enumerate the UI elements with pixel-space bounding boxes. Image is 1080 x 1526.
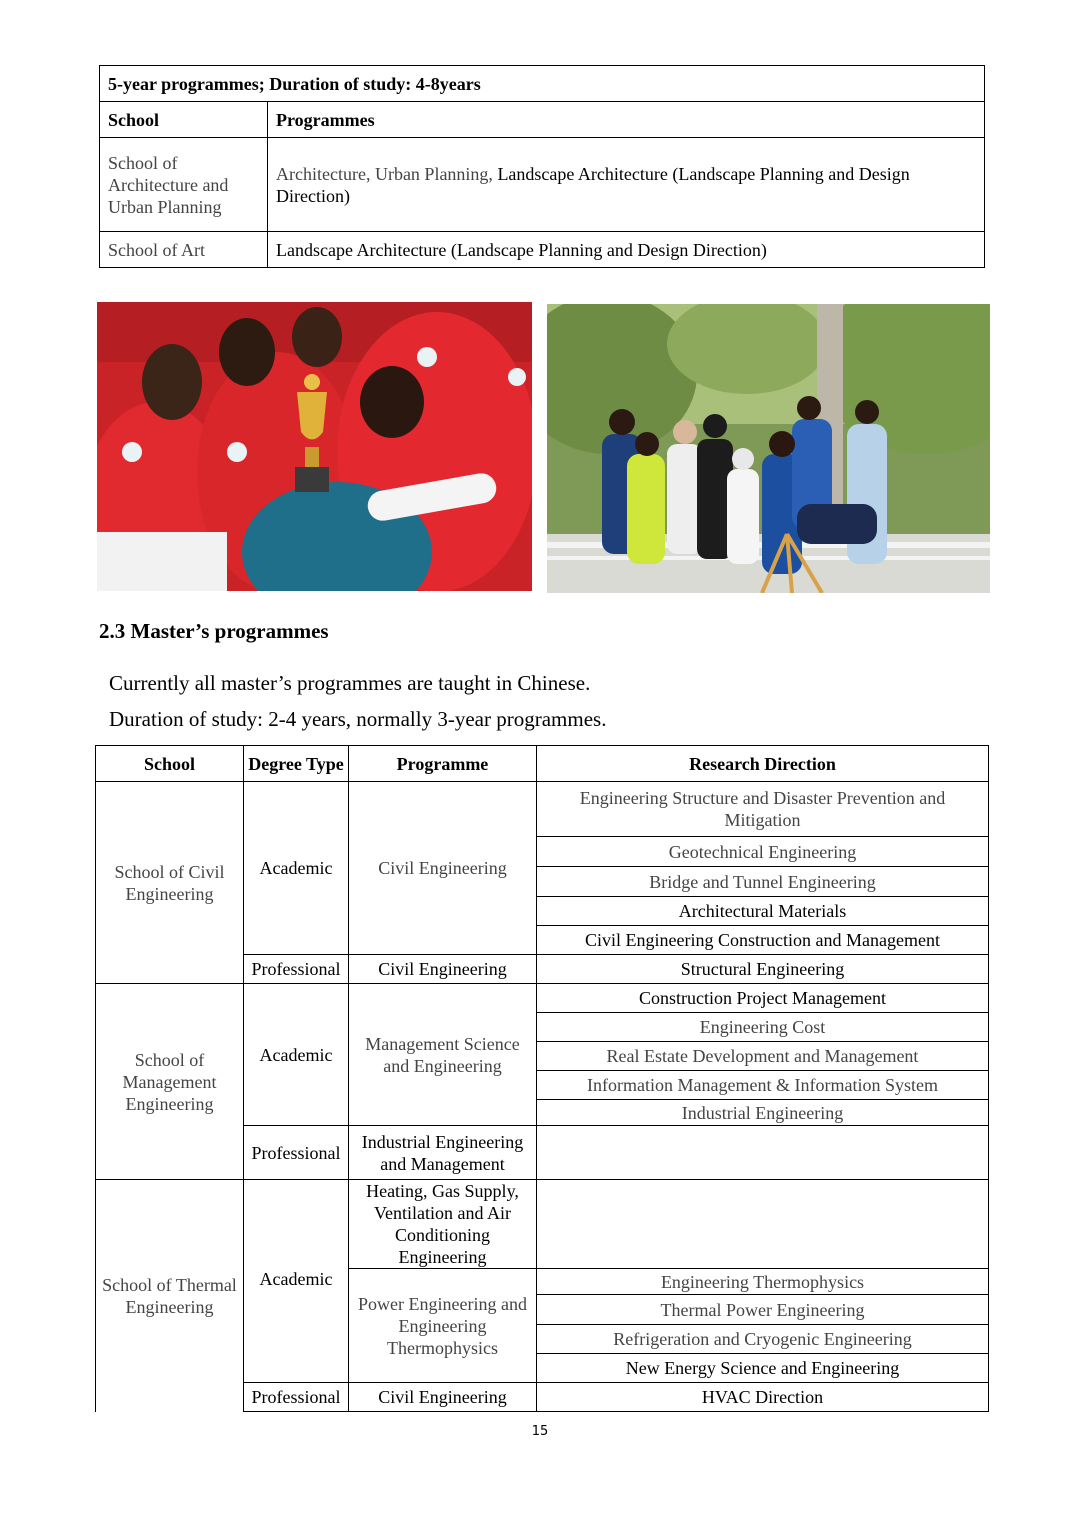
- research-direction-cell: Real Estate Development and Management: [537, 1042, 989, 1071]
- football-trophy-photo: [97, 302, 532, 591]
- column-header-programmes: Programmes: [268, 102, 985, 138]
- programmes-text-gray: Architecture, Urban Planning,: [276, 163, 493, 184]
- column-header-degree-type: Degree Type: [244, 746, 349, 782]
- degree-type-cell: Academic: [244, 984, 349, 1126]
- research-direction-cell: Engineering Structure and Disaster Prevention and Mitigation: [537, 782, 989, 837]
- column-header-school: School: [96, 746, 244, 782]
- school-cell: School of Architecture and Urban Planning: [100, 138, 268, 232]
- research-direction-cell: Refrigeration and Cryogenic Engineering: [537, 1325, 989, 1354]
- programmes-cell: [268, 138, 985, 232]
- table-title: 5-year programmes; Duration of study: 4-8years: [100, 66, 985, 102]
- research-direction-cell: Construction Project Management: [537, 984, 989, 1013]
- research-direction-cell: Information Management & Information System: [537, 1071, 989, 1100]
- school-cell-civil: School of Civil Engineering: [96, 782, 244, 984]
- column-header-programme: Programme: [349, 746, 537, 782]
- research-direction-cell: HVAC Direction: [537, 1383, 989, 1412]
- duration-note: Duration of study: 2-4 years, normally 3-year programmes.: [109, 707, 607, 731]
- school-cell-management: School of Management Engineering: [96, 984, 244, 1180]
- programme-cell: Heating, Gas Supply, Ventilation and Air Conditioning Engineering: [349, 1180, 537, 1269]
- research-direction-cell: Architectural Materials: [537, 897, 989, 926]
- section-heading: 2.3 Master’s programmes: [99, 619, 329, 643]
- degree-type-cell: Professional: [244, 955, 349, 984]
- programme-cell: Civil Engineering: [349, 782, 537, 955]
- degree-type-cell: Academic: [244, 782, 349, 955]
- programmes-text: Landscape Architecture (Landscape Planning and Design Direction): [276, 163, 910, 206]
- school-cell-thermal: School of Thermal Engineering: [96, 1180, 244, 1412]
- research-direction-cell: Engineering Thermophysics: [537, 1269, 989, 1295]
- research-direction-cell: Geotechnical Engineering: [537, 837, 989, 867]
- research-direction-cell: New Energy Science and Engineering: [537, 1354, 989, 1383]
- masters-programmes-table: [95, 745, 989, 1412]
- column-header-school: School: [100, 102, 268, 138]
- research-direction-cell: Industrial Engineering: [537, 1100, 989, 1126]
- research-direction-cell-empty: [537, 1180, 989, 1269]
- five-year-programmes-table: [99, 65, 985, 268]
- surveying-students-photo: [547, 304, 990, 593]
- degree-type-cell: Academic: [244, 1180, 349, 1383]
- programme-cell: Civil Engineering: [349, 1383, 537, 1412]
- research-direction-cell: Structural Engineering: [537, 955, 989, 984]
- programme-cell: Management Science and Engineering: [349, 984, 537, 1126]
- degree-type-cell: Professional: [244, 1383, 349, 1412]
- school-cell: School of Art: [100, 232, 268, 268]
- page-number: 15: [531, 1424, 549, 1439]
- research-direction-cell: Civil Engineering Construction and Management: [537, 926, 989, 955]
- column-header-research-direction: Research Direction: [537, 746, 989, 782]
- research-direction-cell: Thermal Power Engineering: [537, 1295, 989, 1325]
- research-direction-cell-empty: [537, 1126, 989, 1180]
- programmes-cell: Landscape Architecture (Landscape Planning and Design Direction): [268, 232, 985, 268]
- degree-type-cell: Professional: [244, 1126, 349, 1180]
- programme-cell: Civil Engineering: [349, 955, 537, 984]
- language-note: Currently all master’s programmes are taught in Chinese.: [109, 671, 591, 695]
- programme-cell: Power Engineering and Engineering Thermophysics: [349, 1269, 537, 1383]
- research-direction-cell: Bridge and Tunnel Engineering: [537, 867, 989, 897]
- research-direction-cell: Engineering Cost: [537, 1013, 989, 1042]
- programme-cell: Industrial Engineering and Management: [349, 1126, 537, 1180]
